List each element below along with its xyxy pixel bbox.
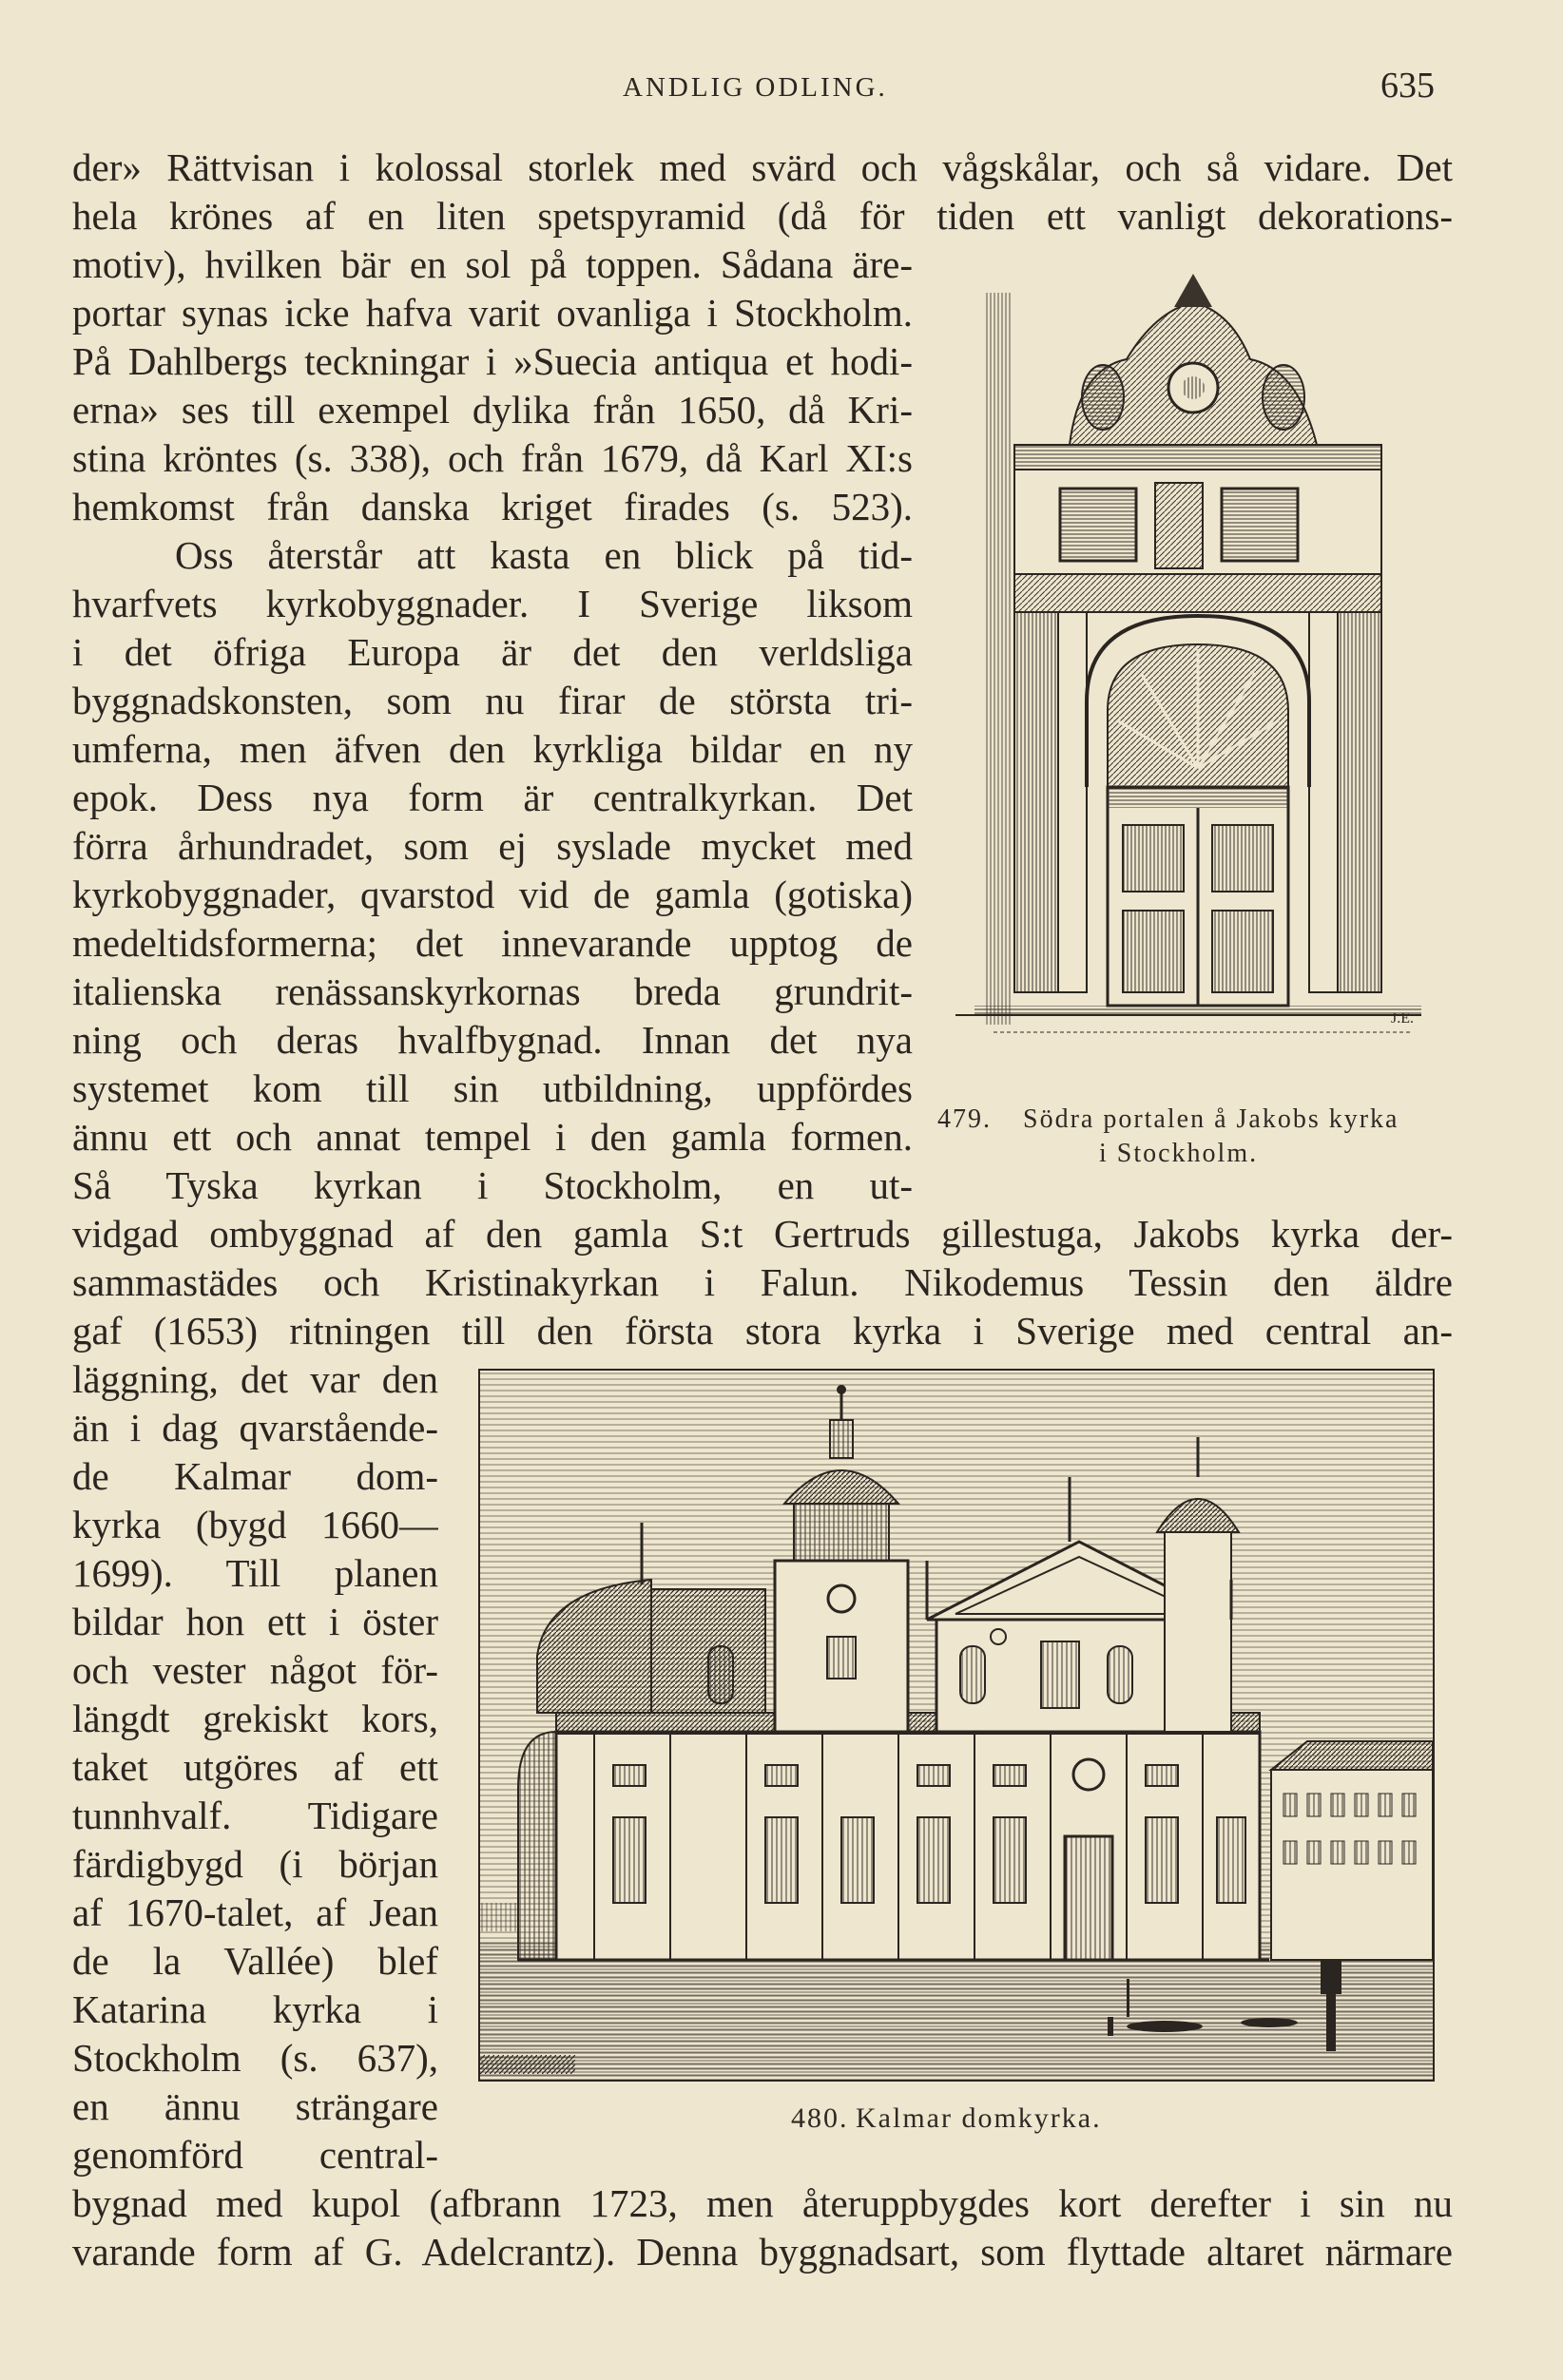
text-line: taket utgöres af ett xyxy=(72,1745,438,1789)
text-line: genomförd central- xyxy=(72,2133,438,2177)
text-line: bildar hon ett i öster xyxy=(72,1600,438,1643)
text-line: Katarina kyrka i xyxy=(72,1987,438,2031)
text-line: kyrka (bygd 1660— xyxy=(72,1503,438,1546)
text-line: hela krönes af en liten spetspyramid (då för tiden ett vanligt dekorations- xyxy=(72,194,1453,238)
text-line: På Dahlbergs teckningar i »Suecia antiqua et hodi- xyxy=(72,339,913,383)
figure-479-caption-line2: i Stockholm. xyxy=(1099,1139,1259,1168)
cathedral-illustration xyxy=(480,1371,1433,2080)
text-line: Stockholm (s. 637), xyxy=(72,2036,438,2080)
text-line: hvarfvets kyrkobyggnader. I Sverige liksom xyxy=(72,582,913,625)
figure-479-number: 479. xyxy=(937,1104,992,1134)
text-line: erna» ses till exempel dylika från 1650, då Kri- xyxy=(72,388,913,432)
text-line: läggning, det var den xyxy=(72,1357,438,1401)
text-line: der» Rättvisan i kolossal storlek med svärd och vågskålar, och så vidare. Det xyxy=(72,145,1453,189)
figure-480-cathedral-engraving xyxy=(478,1369,1435,2082)
text-line: stina kröntes (s. 338), och från 1679, då Karl XI:s xyxy=(72,436,913,480)
text-line: i det öfriga Europa är det den verldsliga xyxy=(72,630,913,674)
figure-479-caption: Södra portalen å Jakobs kyrka xyxy=(1023,1104,1399,1134)
text-line: tunnhvalf. Tidigare xyxy=(72,1794,438,1837)
figure-480-caption: Kalmar domkyrka. xyxy=(856,2102,1102,2134)
text-line: än i dag qvarstående- xyxy=(72,1406,438,1449)
text-line: motiv), hvilken bär en sol på toppen. Sådana äre- xyxy=(72,242,913,286)
text-line: de Kalmar dom- xyxy=(72,1454,438,1498)
text-line: Så Tyska kyrkan i Stockholm, en ut- xyxy=(72,1163,913,1207)
text-line: 1699). Till planen xyxy=(72,1551,438,1595)
text-line: varande form af G. Adelcrantz). Denna byggnadsart, som flyttade altaret närmare xyxy=(72,2230,1453,2274)
text-line: epok. Dess nya form är centralkyrkan. Det xyxy=(72,776,913,819)
page-number: 635 xyxy=(1380,66,1435,106)
text-line: italienska renässanskyrkornas breda grundrit- xyxy=(72,969,913,1013)
text-line: vidgad ombyggnad af den gamla S:t Gertruds gillestuga, Jakobs kyrka der- xyxy=(72,1212,1453,1256)
text-line: byggnadskonsten, som nu firar de största tri- xyxy=(72,679,913,722)
text-line: Oss återstår att kasta en blick på tid- xyxy=(175,533,913,577)
text-line: färdigbygd (i början xyxy=(72,1842,438,1886)
text-line: de la Vallée) blef xyxy=(72,1939,438,1983)
text-line: umferna, men äfven den kyrkliga bildar en ny xyxy=(72,727,913,771)
text-line: portar synas icke hafva varit ovanliga i Stockholm. xyxy=(72,291,913,335)
text-line: systemet kom till sin utbildning, uppfördes xyxy=(72,1066,913,1110)
text-line: hemkomst från danska kriget firades (s. 523). xyxy=(72,485,913,528)
text-line: längdt grekiskt kors, xyxy=(72,1697,438,1740)
running-head-title: ANDLIG ODLING. xyxy=(623,72,888,103)
text-line: kyrkobyggnader, qvarstod vid de gamla (gotiska) xyxy=(72,873,913,916)
portal-illustration xyxy=(936,255,1440,1063)
text-line: ännu ett och annat tempel i den gamla formen. xyxy=(72,1115,913,1159)
text-line: af 1670-talet, af Jean xyxy=(72,1891,438,1934)
text-line: ning och deras hvalfbygnad. Innan det nya xyxy=(72,1018,913,1062)
text-line: och vester något för- xyxy=(72,1648,438,1692)
text-line: en ännu strängare xyxy=(72,2084,438,2128)
figure-479-portal-engraving xyxy=(936,255,1440,1063)
text-line: bygnad med kupol (afbrann 1723, men återuppbygdes kort derefter i sin nu xyxy=(72,2181,1453,2225)
text-line: förra århundradet, som ej syslade mycket med xyxy=(72,824,913,868)
text-line: gaf (1653) ritningen till den första stora kyrka i Sverige med central an- xyxy=(72,1309,1453,1353)
text-line: medeltidsformerna; det innevarande upptog de xyxy=(72,921,913,965)
figure-480-number: 480. xyxy=(791,2102,849,2134)
running-head xyxy=(0,65,1563,122)
artist-signature: J.E. xyxy=(1391,1010,1414,1027)
text-line: sammastädes och Kristinakyrkan i Falun. Nikodemus Tessin den äldre xyxy=(72,1260,1453,1304)
